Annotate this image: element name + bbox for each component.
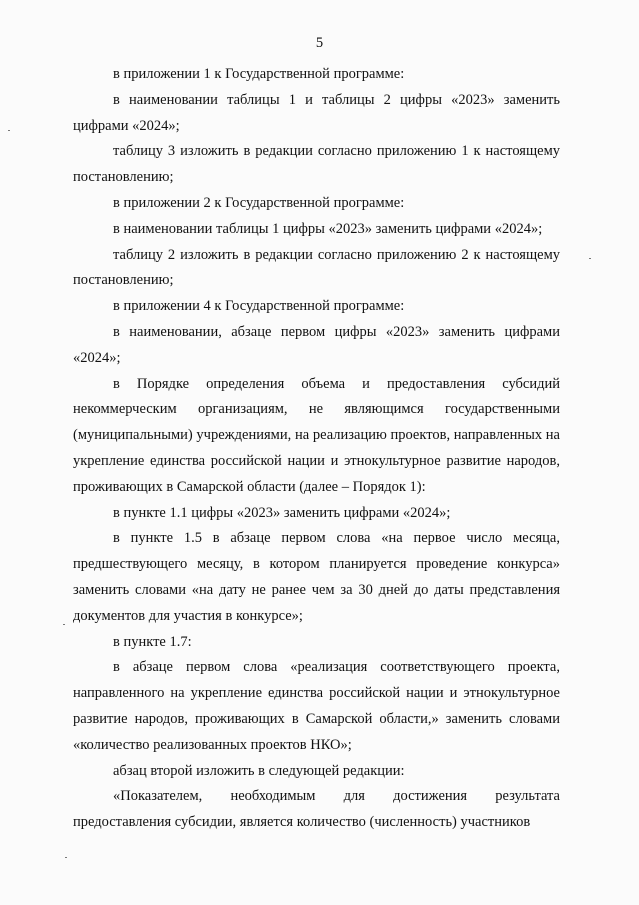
scan-speck [65,857,67,858]
paragraph: в абзаце первом слова «реализация соответствующего проекта, направленного на укрепление единства российской нации и этнокультурное развитие народов, проживающих в Самарской области,» заменить словами «количество реализованных проектов НКО»; [73,659,560,753]
scan-speck [8,130,10,131]
page-number: 5 [315,35,324,51]
paragraph: в приложении 1 к Государственной программе: [113,66,405,82]
document-body [73,62,560,836]
paragraph: в наименовании таблицы 1 и таблицы 2 цифры «2023» заменить цифрами «2024»; [73,91,560,134]
paragraph: в Порядке определения объема и предоставления субсидий некоммерческим организациям, не являющимся государственными (муниципальными) учреждениями, на реализацию проектов, направленных на укрепление единства российской нации и этнокультурное развитие народов, проживающих в Самарской области (далее – Порядок 1): [73,375,560,495]
paragraph: в приложении 2 к Государственной программе: [113,194,405,211]
paragraph: таблицу 2 изложить в редакции согласно приложению 2 к настоящему постановлению; [73,246,560,289]
paragraph: в пункте 1.5 в абзаце первом слова «на первое число месяца, предшествующего месяцу, в котором планируется проведение конкурса» заменить словами «на дату не ранее чем за 30 дней до даты представления документов для участия в конкурсе»; [73,530,560,624]
paragraph: в пункте 1.1 цифры «2023» заменить цифрами «2024»; [113,504,451,521]
scan-speck [63,624,65,625]
paragraph: в приложении 4 к Государственной программе: [113,298,405,315]
paragraph: абзац второй изложить в следующей редакции: [113,762,405,779]
paragraph: в наименовании таблицы 1 цифры «2023» заменить цифрами «2024»; [113,220,543,237]
paragraph: таблицу 3 изложить в редакции согласно приложению 1 к настоящему постановлению; [73,143,560,186]
paragraph: в наименовании, абзаце первом цифры «2023» заменить цифрами «2024»; [73,323,560,366]
paragraph: «Показателем, необходимым для достижения результата предоставления субсидии, является количество (численность) участников [73,788,560,831]
paragraph: в пункте 1.7: [113,633,192,650]
scan-speck [589,258,591,259]
